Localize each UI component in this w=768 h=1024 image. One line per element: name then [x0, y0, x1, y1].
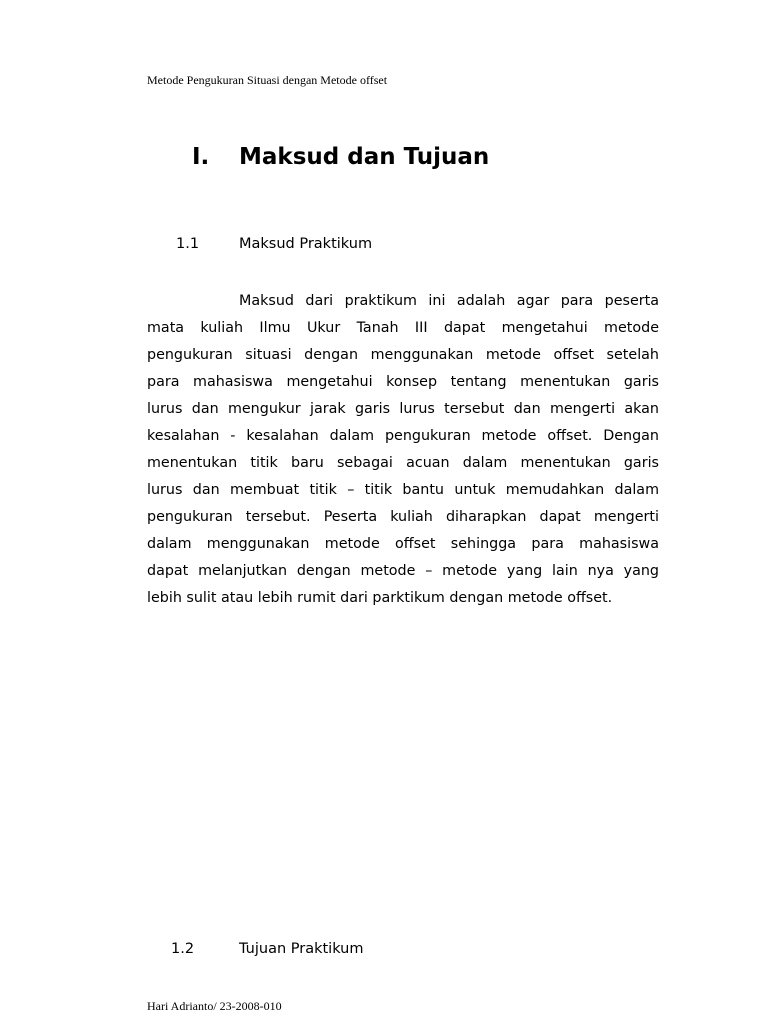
paragraph-line: para mahasiswa mengetahui konsep tentang menentukan garis [147, 374, 659, 390]
section-title: Maksud Praktikum [239, 236, 373, 252]
running-header: Metode Pengukuran Situasi dengan Metode offset [147, 73, 388, 87]
paragraph-line: lurus dan membuat titik – titik bantu untuk memudahkan dalam [147, 482, 659, 498]
paragraph-line: lebih sulit atau lebih rumit dari parktikum dengan metode offset. [147, 590, 613, 606]
paragraph-line: mata kuliah Ilmu Ukur Tanah III dapat mengetahui metode [147, 320, 659, 336]
paragraph-line: menentukan titik baru sebagai acuan dalam menentukan garis [147, 455, 659, 471]
section-number: 1.2 [171, 941, 195, 957]
paragraph-line: pengukuran situasi dengan menggunakan metode offset setelah [147, 347, 659, 363]
section-title: Tujuan Praktikum [239, 941, 364, 957]
paragraph-line: dalam menggunakan metode offset sehingga para mahasiswa [147, 536, 659, 552]
running-footer: Hari Adrianto/ 23-2008-010 [147, 999, 282, 1013]
chapter-heading [192, 144, 489, 170]
section-number: 1.1 [176, 236, 200, 252]
chapter-number: I. [192, 144, 210, 170]
paragraph-line: lurus dan mengukur jarak garis lurus tersebut dan mengerti akan [147, 401, 659, 417]
paragraph-line: Maksud dari praktikum ini adalah agar para peserta [239, 293, 659, 309]
paragraph-line: kesalahan - kesalahan dalam pengukuran metode offset. Dengan [147, 428, 659, 444]
chapter-title: Maksud dan Tujuan [239, 144, 490, 170]
body-paragraph [147, 288, 659, 612]
paragraph-line: dapat melanjutkan dengan metode – metode yang lain nya yang [147, 563, 659, 579]
paragraph-line: pengukuran tersebut. Peserta kuliah diharapkan dapat mengerti [147, 509, 659, 525]
